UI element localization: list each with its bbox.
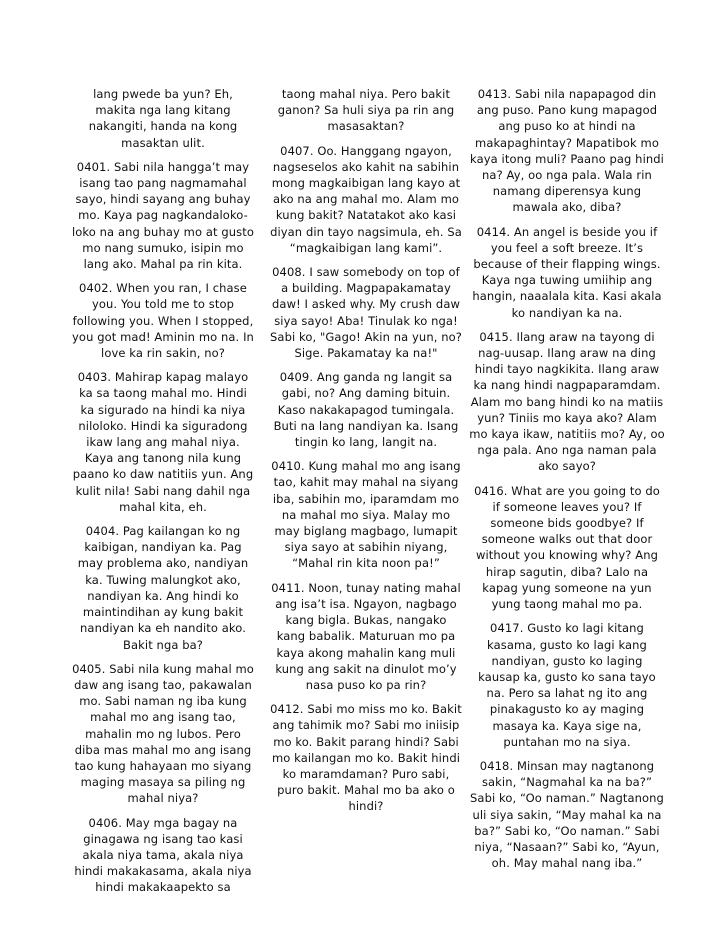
paragraph: lang pwede ba yun? Eh, makita nga lang kitang nakangiti, handa na kong masaktan ulit.: [88, 87, 238, 150]
paragraph: taong mahal niya. Pero bakit ganon? Sa huli siya pa rin ang masasaktan?: [277, 87, 455, 134]
paragraph: 0408. I saw somebody on top of a building. Magpapakamatay daw! I asked why. My crush daw siya sayo! Aba! Tinulak ko nga! Sabi ko, "Gago! Akin na yun, no? Sige. Pakamatay ka na!": [270, 265, 462, 361]
paragraph: 0402. When you ran, I chase you. You told me to stop following you. When I stopped, you got mad! Aminin mo na. In love ka rin sakin, no?: [72, 281, 254, 361]
text-column-3: [469, 86, 665, 879]
paragraph: 0418. Minsan may nagtanong sakin, “Nagmahal ka na ba?” Sabi ko, “Oo naman.” Nagtanong uli siya sakin, “May mahal ka na ba?” Sabi ko, “Oo naman.” Sabi niya, “Nasaan?” Sabi ko, “Ayun, oh. May mahal nang iba.”: [470, 758, 664, 871]
paragraph: 0401. Sabi nila hangga’t may isang tao pang nagmamahal sayo, hindi sayang ang buhay mo. Kaya pag nagkandaloko-loko na ang buhay mo at gusto mo nang sumuko, isipin mo lang ako. Mahal pa rin kita.: [72, 159, 254, 272]
paragraph: 0407. Oo. Hanggang ngayon, nagseselos ako kahit na sabihin mong magkaibigan lang kayo at ako na ang mahal mo. Alam mo kung bakit? Natatakot ako kasi diyan din tayo nagsimula, eh. Sa “magkaibigan lang kami”.: [270, 143, 462, 255]
paragraph: 0413. Sabi nila napapagod din ang puso. Pano kung mapagod ang puso ko at hindi na makapaghintay? Mapatibok mo kaya itong muli? Paano pag hindi na? Ay, oo nga pala. Wala rin namang diperensya kung mawala ako, diba?: [470, 87, 664, 215]
paragraph: 0410. Kung mahal mo ang isang tao, kahit may mahal na siyang iba, sabihin mo, iparamdam mo na mahal mo siya. Malay mo may biglang magbago, lumapit siya sayo at sabihin niyang, “Mahal rin kita noon pa!”: [271, 459, 461, 571]
paragraph: 0411. Noon, tunay nating mahal ang isa’t isa. Ngayon, nagbago kang bigla. Bukas, nangako kang babalik. Maturuan mo pa kaya akong mahalin kang muli kung ang sakit na dinulot mo’y nasa puso ko pa rin?: [271, 580, 461, 692]
text-column-2: [270, 86, 462, 823]
paragraph: 0415. Ilang araw na tayong di nag-uusap. Ilang araw na ding hindi tayo nagkikita. Ilang araw ka nang hindi nagpaparamdam. Alam mo bang hindi ko na matiis yun? Tiniis mo kaya ako? Alam mo kaya ikaw, natitiis mo? Ay, oo nga pala. Ano nga naman pala ako sayo?: [469, 329, 665, 474]
paragraph: 0412. Sabi mo miss mo ko. Bakit ang tahimik mo? Sabi mo iniisip mo ko. Bakit parang hindi? Sabi mo kailangan mo ko. Bakit hindi ko maramdaman? Puro sabi, puro bakit. Mahal mo ba ako o hindi?: [270, 702, 462, 814]
paragraph: 0414. An angel is beside you if you feel a soft breeze. It’s because of their flapping wings. Kaya nga tuwing umiihip ang hangin, naaalala kita. Kasi akala ko nandiyan ka na.: [472, 224, 662, 320]
paragraph: 0404. Pag kailangan ko ng kaibigan, nandiyan ka. Pag may problema ako, nandiyan ka. Tuwing malungkot ako, nandiyan ka. Ang hindi ko maintindihan ay kung bakit nandiyan ka eh nandito ako. Bakit nga ba?: [77, 524, 249, 652]
paragraph: 0403. Mahirap kapag malayo ka sa taong mahal mo. Hindi ka sigurado na hindi ka niya niloloko. Hindi ka siguradong ikaw lang ang mahal niya. Kaya ang tanong nila kung paano ko daw natitiis yun. Ang kulit nila! Sabi nang dahil nga mahal kita, eh.: [72, 370, 254, 514]
paragraph: 0406. May mga bagay na ginagawa ng isang tao kasi akala niya tama, akala niya hindi makakasama, akala niya hindi makakaapekto sa: [74, 815, 252, 895]
paragraph: 0405. Sabi nila kung mahal mo daw ang isang tao, pakawalan mo. Sabi naman ng iba kung mahal mo ang isang tao, mahalin mo ng lubos. Pero diba mas mahal mo ang isang tao kung hahayaan mo siyang maging masaya sa piling ng mahal niya?: [72, 661, 254, 806]
paragraph: 0416. What are you going to do if someone leaves you? If someone bids goodbye? If someone walks out that door without you knowing why? Ang hirap sagutin, diba? Lalo na kapag yung someone na yun yung taong mahal mo pa.: [474, 483, 660, 612]
paragraph: 0409. Ang ganda ng langit sa gabi, no? Ang daming bituin. Kaso nakakapagod tumingala. Buti na lang nandiyan ka. Isang tingin ko lang, langit na.: [273, 370, 459, 450]
text-column-1: [72, 86, 254, 904]
paragraph: 0417. Gusto ko lagi kitang kasama, gusto ko lagi kang nandiyan, gusto ko laging kausap ka, gusto ko sana tayo na. Pero sa lahat ng ito ang pinakagusto ko ay maging masaya ka. Kaya sige na, puntahan mo na siya.: [478, 621, 656, 749]
